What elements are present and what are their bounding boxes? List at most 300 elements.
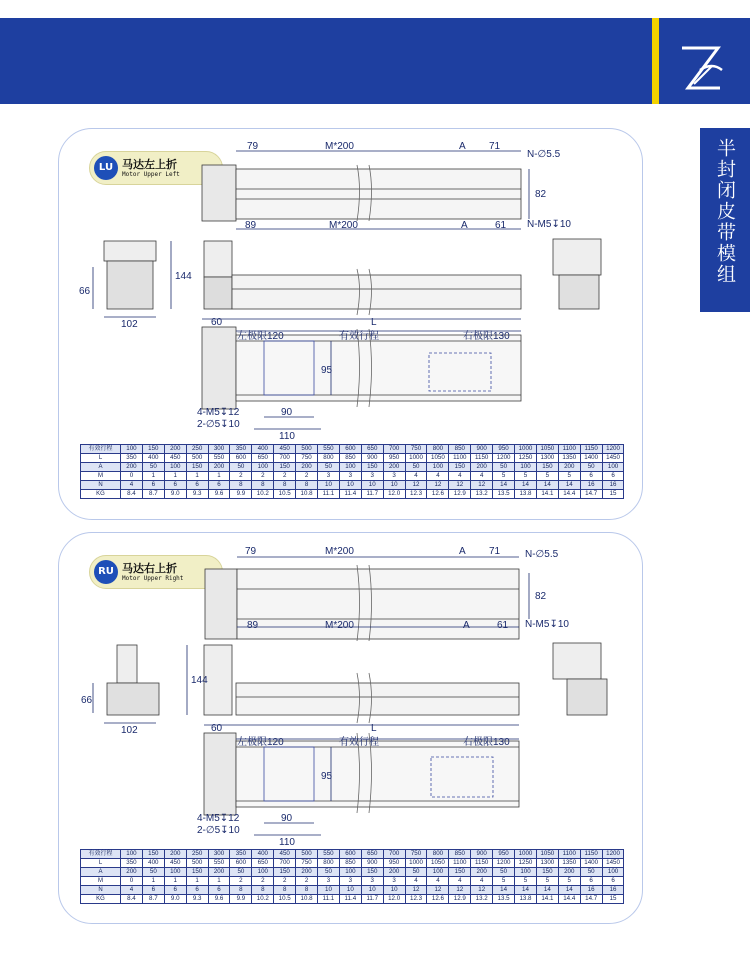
spec-cell: 13.8 <box>515 490 537 499</box>
spec-cell: 150 <box>449 868 471 877</box>
dim-61: 61 <box>495 220 507 231</box>
spec-cell: 10 <box>339 886 361 895</box>
spec-cell: 750 <box>405 445 427 454</box>
spec-row-label: A <box>81 463 121 472</box>
spec-cell: 450 <box>164 859 186 868</box>
spec-cell: 1150 <box>580 850 602 859</box>
spec-cell: 3 <box>383 472 405 481</box>
section-subtitle: Motor Upper Right <box>122 575 184 582</box>
spec-cell: 6 <box>142 886 164 895</box>
spec-cell: 6 <box>602 472 624 481</box>
spec-cell: 350 <box>230 850 252 859</box>
spec-row <box>81 850 624 859</box>
spec-cell: 12.3 <box>405 490 427 499</box>
spec-cell: 12.9 <box>449 490 471 499</box>
spec-cell: 12.6 <box>427 895 449 904</box>
dim-left-limit: 左极限120 <box>237 331 284 342</box>
rail-side-view <box>236 683 519 715</box>
spec-cell: 600 <box>339 445 361 454</box>
spec-cell: 850 <box>449 850 471 859</box>
spec-cell: 2 <box>252 877 274 886</box>
motor-block-bottom <box>202 327 236 409</box>
spec-cell: 200 <box>164 850 186 859</box>
spec-cell: 15 <box>602 490 624 499</box>
spec-cell: 200 <box>296 463 318 472</box>
spec-cell: 11.4 <box>339 490 361 499</box>
spec-cell: 800 <box>318 859 340 868</box>
spec-cell: 9.0 <box>164 490 186 499</box>
spec-cell: 1 <box>142 877 164 886</box>
spec-cell: 400 <box>142 454 164 463</box>
spec-cell: 4 <box>471 472 493 481</box>
dim-left-limit: 左极限120 <box>237 737 284 748</box>
dim-m200-top: M*200 <box>325 141 354 152</box>
spec-cell: 50 <box>405 463 427 472</box>
spec-cell: 5 <box>536 472 558 481</box>
spec-cell: 12 <box>427 886 449 895</box>
spec-row <box>81 454 624 463</box>
spec-cell: 950 <box>383 859 405 868</box>
dim-slider-hole: 2-∅5↧10 <box>197 419 240 430</box>
dim-90: 90 <box>281 407 293 418</box>
spec-row-label: L <box>81 454 121 463</box>
spec-row <box>81 895 624 904</box>
spec-cell: 1 <box>208 877 230 886</box>
spec-cell: 200 <box>208 463 230 472</box>
spec-cell: 11.4 <box>339 895 361 904</box>
spec-cell: 50 <box>142 868 164 877</box>
spec-cell: 500 <box>296 850 318 859</box>
section-code-badge: RU <box>94 560 118 584</box>
spec-cell: 1050 <box>427 454 449 463</box>
spec-cell: 50 <box>230 868 252 877</box>
spec-cell: 2 <box>274 472 296 481</box>
spec-cell: 1300 <box>536 454 558 463</box>
rail-top-view <box>237 569 519 639</box>
dim-a-top: A <box>459 141 466 152</box>
spec-row-label: 有效行程 <box>81 850 121 859</box>
spec-cell: 150 <box>186 868 208 877</box>
dim-90: 90 <box>281 813 293 824</box>
spec-cell: 1050 <box>427 859 449 868</box>
section-code-badge: LU <box>94 156 118 180</box>
spec-cell: 10 <box>383 481 405 490</box>
spec-cell: 12.0 <box>383 895 405 904</box>
dim-79: 79 <box>247 141 259 152</box>
spec-cell: 650 <box>252 859 274 868</box>
spec-cell: 1 <box>186 472 208 481</box>
spec-cell: 100 <box>121 445 143 454</box>
dim-110: 110 <box>279 837 295 848</box>
spec-cell: 1400 <box>580 859 602 868</box>
dim-95: 95 <box>321 771 333 782</box>
spec-cell: 200 <box>121 463 143 472</box>
spec-cell: 13.2 <box>471 895 493 904</box>
spec-cell: 400 <box>142 859 164 868</box>
spec-cell: 8 <box>296 481 318 490</box>
spec-cell: 100 <box>164 463 186 472</box>
spec-cell: 3 <box>361 877 383 886</box>
spec-cell: 200 <box>471 463 493 472</box>
end-view-right-top <box>553 643 601 679</box>
spec-cell: 950 <box>493 445 515 454</box>
spec-cell: 14.1 <box>536 490 558 499</box>
dim-60: 60 <box>211 723 223 734</box>
spec-cell: 14.4 <box>558 895 580 904</box>
spec-cell: 850 <box>339 454 361 463</box>
dim-79: 79 <box>245 546 257 557</box>
spec-cell: 12 <box>405 481 427 490</box>
spec-row <box>81 877 624 886</box>
section-panel-lu <box>58 128 643 520</box>
spec-row <box>81 868 624 877</box>
spec-cell: 1200 <box>602 850 624 859</box>
spec-cell: 900 <box>361 454 383 463</box>
dim-a-bottom: A <box>461 220 468 231</box>
spec-cell: 200 <box>296 868 318 877</box>
spec-cell: 8.7 <box>142 490 164 499</box>
spec-cell: 1100 <box>558 445 580 454</box>
motor-block-top <box>205 569 237 639</box>
spec-cell: 8.7 <box>142 895 164 904</box>
spec-cell: 11.7 <box>361 490 383 499</box>
section-panel-ru <box>58 532 643 924</box>
spec-cell: 4 <box>121 886 143 895</box>
rail-side-view <box>232 275 521 309</box>
spec-cell: 100 <box>515 463 537 472</box>
spec-cell: 150 <box>274 868 296 877</box>
spec-cell: 5 <box>515 472 537 481</box>
spec-row-label: M <box>81 472 121 481</box>
spec-cell: 150 <box>361 463 383 472</box>
spec-row-label: M <box>81 877 121 886</box>
dim-right-limit: 右极限130 <box>463 331 510 342</box>
spec-cell: 15 <box>602 895 624 904</box>
spec-cell: 5 <box>536 877 558 886</box>
spec-cell: 750 <box>296 454 318 463</box>
spec-cell: 11.1 <box>318 490 340 499</box>
spec-row-label: KG <box>81 895 121 904</box>
dim-stroke: 有效行程 <box>339 737 379 748</box>
spec-row <box>81 490 624 499</box>
spec-cell: 6 <box>164 481 186 490</box>
dim-61: 61 <box>497 620 509 631</box>
dim-82: 82 <box>535 189 547 200</box>
spec-cell: 13.2 <box>471 490 493 499</box>
section-subtitle: Motor Upper Left <box>122 171 180 178</box>
dim-a-top: A <box>459 546 466 557</box>
spec-cell: 750 <box>405 850 427 859</box>
spec-cell: 10.8 <box>296 490 318 499</box>
spec-cell: 2 <box>296 472 318 481</box>
spec-cell: 6 <box>186 481 208 490</box>
spec-cell: 13.5 <box>493 490 515 499</box>
spec-cell: 16 <box>602 886 624 895</box>
spec-cell: 1300 <box>536 859 558 868</box>
spec-cell: 14.7 <box>580 895 602 904</box>
spec-cell: 1000 <box>515 850 537 859</box>
spec-cell: 700 <box>274 859 296 868</box>
spec-cell: 400 <box>252 850 274 859</box>
brand-logo <box>660 18 750 104</box>
spec-cell: 14 <box>493 886 515 895</box>
spec-cell: 450 <box>274 850 296 859</box>
spec-cell: 1400 <box>580 454 602 463</box>
spec-cell: 14 <box>558 481 580 490</box>
spec-cell: 950 <box>383 454 405 463</box>
spec-cell: 50 <box>230 463 252 472</box>
spec-cell: 200 <box>208 868 230 877</box>
spec-row <box>81 445 624 454</box>
spec-cell: 2 <box>230 472 252 481</box>
spec-cell: 50 <box>580 868 602 877</box>
spec-cell: 100 <box>339 868 361 877</box>
spec-cell: 150 <box>142 445 164 454</box>
spec-cell: 1200 <box>602 445 624 454</box>
spec-cell: 5 <box>493 877 515 886</box>
spec-cell: 2 <box>252 472 274 481</box>
dim-144: 144 <box>191 675 208 686</box>
spec-cell: 1100 <box>558 850 580 859</box>
top-banner <box>0 18 750 104</box>
spec-cell: 10 <box>318 481 340 490</box>
dim-m200-top: M*200 <box>325 546 354 557</box>
spec-cell: 2 <box>296 877 318 886</box>
spec-cell: 550 <box>318 445 340 454</box>
spec-cell: 6 <box>186 886 208 895</box>
category-label: 半封闭皮带模组 <box>714 138 736 285</box>
motor-block-top <box>202 165 236 221</box>
spec-cell: 4 <box>427 472 449 481</box>
spec-cell: 8 <box>252 886 274 895</box>
spec-cell: 100 <box>602 868 624 877</box>
spec-cell: 850 <box>449 445 471 454</box>
dim-m200-bottom: M*200 <box>325 620 354 631</box>
spec-cell: 1000 <box>405 859 427 868</box>
spec-cell: 1 <box>142 472 164 481</box>
spec-cell: 3 <box>361 472 383 481</box>
spec-table-body <box>81 445 624 499</box>
spec-cell: 400 <box>252 445 274 454</box>
dim-60: 60 <box>211 317 223 328</box>
spec-cell: 5 <box>558 472 580 481</box>
dim-144: 144 <box>175 271 192 282</box>
spec-cell: 1150 <box>471 454 493 463</box>
spec-cell: 3 <box>339 877 361 886</box>
spec-cell: 16 <box>580 481 602 490</box>
spec-table <box>80 444 624 499</box>
spec-row-label: 有效行程 <box>81 445 121 454</box>
spec-cell: 1250 <box>515 859 537 868</box>
spec-cell: 8 <box>230 481 252 490</box>
end-view-left-top <box>104 241 156 261</box>
spec-cell: 8 <box>274 886 296 895</box>
spec-cell: 1200 <box>493 454 515 463</box>
dim-slider-thread: 4-M5↧12 <box>197 813 240 824</box>
end-view-left-body <box>107 261 153 309</box>
spec-row <box>81 481 624 490</box>
dim-m200-bottom: M*200 <box>329 220 358 231</box>
spec-cell: 1 <box>164 472 186 481</box>
spec-cell: 14 <box>536 481 558 490</box>
spec-cell: 150 <box>274 463 296 472</box>
spec-cell: 12.0 <box>383 490 405 499</box>
spec-cell: 450 <box>164 454 186 463</box>
spec-cell: 50 <box>405 868 427 877</box>
spec-cell: 650 <box>361 445 383 454</box>
spec-cell: 3 <box>318 877 340 886</box>
spec-cell: 100 <box>339 463 361 472</box>
spec-table <box>80 849 624 904</box>
spec-cell: 9.9 <box>230 895 252 904</box>
section-title: 马达右上折 <box>122 562 177 575</box>
dim-95: 95 <box>321 365 333 376</box>
dim-stroke: 有效行程 <box>339 331 379 342</box>
spec-cell: 6 <box>208 886 230 895</box>
spec-cell: 10 <box>383 886 405 895</box>
dim-66: 66 <box>81 695 93 706</box>
spec-cell: 5 <box>515 877 537 886</box>
dim-thread: N-M5↧10 <box>527 219 571 230</box>
spec-cell: 550 <box>208 454 230 463</box>
spec-cell: 600 <box>230 454 252 463</box>
spec-cell: 500 <box>186 859 208 868</box>
spec-cell: 3 <box>339 472 361 481</box>
spec-cell: 550 <box>318 850 340 859</box>
spec-cell: 1 <box>208 472 230 481</box>
spec-cell: 10.2 <box>252 895 274 904</box>
spec-cell: 150 <box>536 463 558 472</box>
spec-cell: 100 <box>164 868 186 877</box>
spec-cell: 650 <box>252 454 274 463</box>
spec-cell: 1150 <box>580 445 602 454</box>
spec-row <box>81 463 624 472</box>
spec-cell: 12.9 <box>449 895 471 904</box>
spec-cell: 12 <box>449 886 471 895</box>
spec-cell: 900 <box>361 859 383 868</box>
spec-cell: 9.0 <box>164 895 186 904</box>
spec-cell: 10 <box>361 481 383 490</box>
spec-cell: 200 <box>558 463 580 472</box>
spec-cell: 50 <box>318 868 340 877</box>
motor-front <box>204 241 232 277</box>
spec-row-label: N <box>81 886 121 895</box>
spec-cell: 8.4 <box>121 490 143 499</box>
spec-cell: 1250 <box>515 454 537 463</box>
rail-bottom-view <box>236 741 519 807</box>
spec-cell: 6 <box>580 877 602 886</box>
spec-cell: 13.8 <box>515 895 537 904</box>
spec-cell: 0 <box>121 472 143 481</box>
spec-cell: 16 <box>580 886 602 895</box>
spec-cell: 1000 <box>515 445 537 454</box>
dim-102: 102 <box>121 319 138 330</box>
spec-cell: 10.5 <box>274 490 296 499</box>
dim-slider-thread: 4-M5↧12 <box>197 407 240 418</box>
spec-cell: 6 <box>602 877 624 886</box>
spec-row-label: KG <box>81 490 121 499</box>
spec-cell: 200 <box>164 445 186 454</box>
section-title: 马达左上折 <box>122 158 177 171</box>
spec-cell: 4 <box>427 877 449 886</box>
spec-cell: 1450 <box>602 454 624 463</box>
spec-cell: 600 <box>339 850 361 859</box>
spec-cell: 50 <box>318 463 340 472</box>
dim-a-bottom: A <box>463 620 470 631</box>
spec-cell: 10 <box>339 481 361 490</box>
spec-cell: 9.3 <box>186 490 208 499</box>
spec-cell: 50 <box>142 463 164 472</box>
spec-cell: 6 <box>580 472 602 481</box>
spec-cell: 300 <box>208 445 230 454</box>
spec-cell: 200 <box>471 868 493 877</box>
spec-cell: 350 <box>121 859 143 868</box>
spec-cell: 700 <box>383 445 405 454</box>
spec-cell: 8 <box>230 886 252 895</box>
category-side-tab <box>700 128 750 312</box>
spec-cell: 12.6 <box>427 490 449 499</box>
spec-cell: 10 <box>318 886 340 895</box>
spec-cell: 4 <box>121 481 143 490</box>
end-view-left-body <box>107 683 159 715</box>
spec-cell: 700 <box>274 454 296 463</box>
spec-cell: 14 <box>515 886 537 895</box>
spec-cell: 13.5 <box>493 895 515 904</box>
dim-right-limit: 右极限130 <box>463 737 510 748</box>
spec-cell: 800 <box>318 454 340 463</box>
spec-cell: 200 <box>121 868 143 877</box>
spec-cell: 3 <box>383 877 405 886</box>
spec-cell: 200 <box>383 463 405 472</box>
dim-71: 71 <box>489 546 501 557</box>
spec-cell: 1 <box>186 877 208 886</box>
motor-side <box>204 645 232 715</box>
spec-cell: 8 <box>296 886 318 895</box>
dim-89: 89 <box>245 220 257 231</box>
dim-82: 82 <box>535 591 547 602</box>
spec-table-body <box>81 850 624 904</box>
spec-cell: 800 <box>427 850 449 859</box>
spec-row-label: N <box>81 481 121 490</box>
spec-cell: 1100 <box>449 859 471 868</box>
spec-cell: 200 <box>383 868 405 877</box>
dim-110: 110 <box>279 431 295 442</box>
spec-cell: 100 <box>427 868 449 877</box>
spec-cell: 4 <box>471 877 493 886</box>
spec-cell: 14 <box>536 886 558 895</box>
spec-cell: 14 <box>558 886 580 895</box>
spec-cell: 1150 <box>471 859 493 868</box>
spec-cell: 12.3 <box>405 895 427 904</box>
spec-cell: 650 <box>361 850 383 859</box>
spec-cell: 1050 <box>536 445 558 454</box>
spec-cell: 6 <box>142 481 164 490</box>
spec-cell: 50 <box>493 868 515 877</box>
spec-cell: 450 <box>274 445 296 454</box>
spec-cell: 750 <box>296 859 318 868</box>
spec-cell: 4 <box>449 877 471 886</box>
spec-cell: 12 <box>471 481 493 490</box>
spec-cell: 4 <box>405 472 427 481</box>
spec-row-label: L <box>81 859 121 868</box>
spec-cell: 500 <box>296 445 318 454</box>
dim-thread: N-M5↧10 <box>525 619 569 630</box>
spec-cell: 100 <box>515 868 537 877</box>
dim-l: L <box>371 317 377 328</box>
dim-hole-top: N-∅5.5 <box>525 549 559 560</box>
spec-cell: 50 <box>580 463 602 472</box>
spec-cell: 12 <box>471 886 493 895</box>
